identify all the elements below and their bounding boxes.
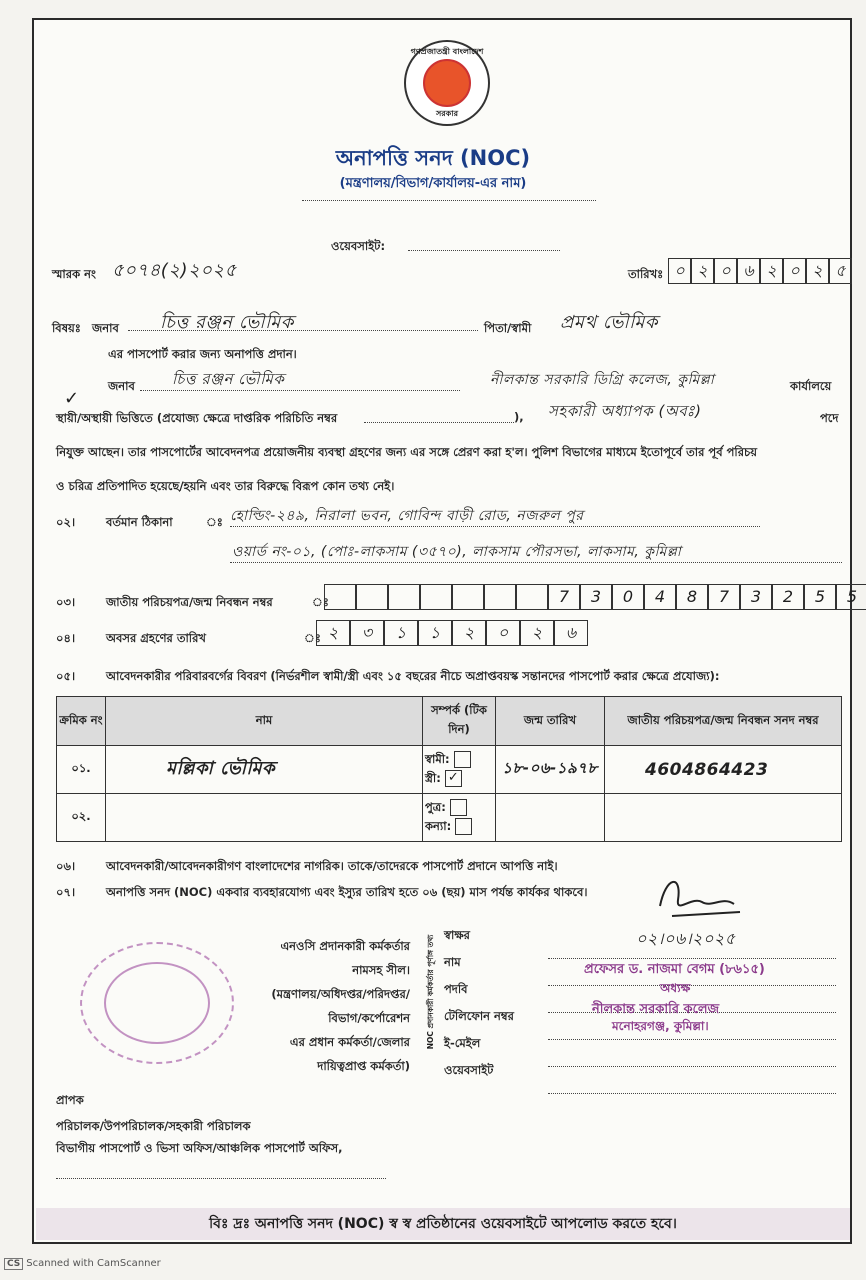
address-colon: ঃ (206, 515, 223, 529)
address-label: বর্তমান ঠিকানা (106, 515, 173, 529)
scanner-text: Scanned with CamScanner (26, 1258, 161, 1269)
document-subtitle: (মন্ত্রণালয়/বিভাগ/কার্যালয়-এর নাম) (339, 176, 527, 191)
table-row (57, 746, 842, 794)
checkmark-icon: ✓ (64, 388, 80, 409)
office-name: নীলকান্ত সরকারি ডিগ্রি কলেজ, কুমিল্লা (490, 372, 715, 388)
address-line-2-rule (230, 562, 842, 563)
wife-checkbox[interactable]: ✓ (445, 770, 462, 787)
table-header-row (57, 697, 842, 746)
family-label: আবেদনকারীর পরিবারবর্গের বিবরণ (নির্ভরশীল স্বামী/স্ত্রী এবং ১৫ বছরের নীচে অপ্রাপ্তবয়স্ক সন্তানদের পাসপোর্ট করার ক্ষেত্রে প্রযোজ্য): (106, 669, 720, 683)
officer-signature (652, 866, 742, 926)
table-row (57, 794, 842, 842)
row-nid (605, 794, 842, 842)
field-signature-label: স্বাক্ষর (444, 928, 470, 942)
nid-digit-box (324, 584, 356, 610)
row-nid: 4604864423 (605, 746, 842, 794)
col-name: নাম (106, 697, 423, 746)
col-serial: ক্রমিক নং (57, 697, 106, 746)
retirement-date-boxes (316, 620, 588, 646)
subject-name: চিত্ত রঞ্জন ভৌমিক (160, 312, 294, 333)
son-checkbox[interactable] (450, 799, 467, 816)
row-dob: ১৮-০৬-১৯৭৮ (496, 746, 605, 794)
seal-bottom-text: সরকার (435, 109, 458, 118)
post-suffix: পদে (820, 411, 839, 425)
date-digit-box: ২ (691, 258, 714, 284)
stamp-institution: নীলকান্ত সরকারি কলেজ (592, 1002, 720, 1017)
father-name: প্রমথ ভৌমিক (560, 312, 658, 333)
scanner-watermark (4, 1258, 161, 1270)
note-06-number: ০৬। (56, 859, 76, 873)
col-dob: জন্ম তারিখ (496, 697, 605, 746)
retirement-digit-box: ১ (418, 620, 452, 646)
nid-digit-box (388, 584, 420, 610)
receiver-line-2: বিভাগীয় পাসপোর্ট ও ভিসা অফিস/আঞ্চলিক পাসপোর্ট অফিস, (56, 1141, 343, 1155)
note-07-text: অনাপত্তি সনদ (NOC) একবার ব্যবহারযোগ্য এবং ইস্যুর তারিখ হতে ০৬ (ছয়) মাস পর্যন্ত কার্যকর থাকবে। (106, 885, 588, 899)
retirement-digit-box: ২ (520, 620, 554, 646)
col-nid: জাতীয় পরিচয়পত্র/জন্ম নিবন্ধন সনদ নম্বর (605, 697, 842, 746)
item-03-number: ০৩। (56, 595, 76, 609)
stamp-place: মনোহরগঞ্জ, কুমিল্লা। (612, 1019, 709, 1033)
seal-emblem (423, 59, 471, 107)
row-name: মল্লিকা ভৌমিক (106, 746, 423, 794)
retirement-digit-box: ২ (316, 620, 350, 646)
retirement-digit-box: ২ (452, 620, 486, 646)
website-label: ওয়েবসাইট: (331, 239, 386, 253)
item-04-number: ০৪। (56, 631, 76, 645)
note-07-number: ০৭। (56, 885, 76, 899)
body-name: চিত্ত রঞ্জন ভৌমিক (172, 370, 285, 388)
receiver-line-1: পরিচালক/উপপরিচালক/সহকারী পরিচালক (56, 1119, 251, 1133)
officer-left-line-5: এর প্রধান কর্মকর্তা/জেলার (289, 1035, 410, 1049)
nid-digit-box (356, 584, 388, 610)
officer-vertical-label (419, 920, 435, 1070)
nid-digit-box: 5 (804, 584, 836, 610)
website-line (408, 238, 560, 251)
date-label: তারিখঃ (628, 267, 664, 281)
vertical-text: NOC প্রদানকারী কর্মকর্তার পূর্ণাঙ্গ তথ্য (426, 934, 435, 1050)
subject-label: বিষয়ঃ (52, 321, 81, 335)
row-relation (423, 746, 496, 794)
family-table (56, 696, 842, 842)
husband-checkbox[interactable] (454, 751, 471, 768)
field-phone-label: টেলিফোন নম্বর (444, 1009, 514, 1023)
office-seal-stamp (80, 942, 234, 1064)
nid-digit-box: 7 (548, 584, 580, 610)
officer-left-line-6: দায়িত্বপ্রাপ্ত কর্মকর্তা) (317, 1059, 410, 1073)
post-name: সহকারী অধ্যাপক (অবঃ) (548, 402, 702, 420)
receiver-label: প্রাপক (56, 1093, 84, 1107)
para-1: নিযুক্ত আছেন। তার পাসপোর্টের আবেদনপত্র প্রয়োজনীয় ব্যবস্থা গ্রহণের জন্য এর সঙ্গে প্রেরণ করা হ'ল। পুলিশ বিভাগের মাধ্যমে ইতোপূর্বে তার পূর্ব পরিচয় (56, 445, 758, 459)
nid-label: জাতীয় পরিচয়পত্র/জন্ম নিবন্ধন নম্বর (106, 595, 273, 609)
nid-digit-box: 2 (772, 584, 804, 610)
retirement-digit-box: ১ (384, 620, 418, 646)
nid-digit-box: 3 (580, 584, 612, 610)
retirement-digit-box: ০ (486, 620, 520, 646)
value-line-email (548, 1040, 836, 1067)
daughter-checkbox[interactable] (455, 818, 472, 835)
value-line-website (548, 1067, 836, 1094)
row-serial: ০২. (57, 794, 106, 842)
relation-son-label: পুত্র: (425, 799, 446, 814)
nid-digit-box (516, 584, 548, 610)
subject-janab: জনাব (92, 321, 119, 335)
retirement-digit-box: ৬ (554, 620, 588, 646)
receiver-address-line (56, 1178, 386, 1179)
field-name-label: নাম (444, 955, 461, 969)
address-line-2: ওয়ার্ড নং-০১, (পোঃ-লাকসাম (৩৫৭০), লাকসাম পৌরসভা, লাকসাম, কুমিল্লা (232, 544, 682, 560)
row-name (106, 794, 423, 842)
officer-fields (444, 922, 514, 1084)
sign-date: ০২।০৬।২০২৫ (636, 929, 736, 948)
footer-note-bar (36, 1208, 850, 1240)
perm-number-line (364, 422, 514, 423)
item-02-number: ০২। (56, 515, 76, 529)
perm-close: ), (514, 410, 524, 424)
nid-digit-box: 0 (612, 584, 644, 610)
nid-digit-box: 5 (836, 584, 866, 610)
para-2: ও চরিত্র প্রতিপাদিত হয়েছে/হয়নি এবং তার বিরুদ্ধে বিরূপ কোন তথ্য নেই। (56, 479, 395, 493)
cs-logo-icon: CS (4, 1258, 23, 1270)
item-05-number: ০৫। (56, 669, 76, 683)
date-digit-box: ০ (783, 258, 806, 284)
ministry-name-line (302, 200, 596, 201)
nid-colon: ঃ (312, 595, 329, 609)
relation-wife-label: স্ত্রী: (425, 770, 441, 785)
officer-left-line-2: নামসহ সীল। (352, 963, 410, 977)
father-label: পিতা/স্বামী (484, 321, 532, 335)
field-website-label: ওয়েবসাইট (444, 1063, 494, 1077)
address-line-1-rule (230, 526, 760, 527)
relation-husband-label: স্বামী: (425, 751, 450, 766)
retirement-colon: ঃ (304, 631, 321, 645)
officer-left-line-4: বিভাগ/কর্পোরেশন (328, 1011, 410, 1025)
govt-seal (404, 40, 490, 126)
issue-date-boxes (668, 258, 852, 284)
nid-digit-box: 7 (708, 584, 740, 610)
officer-left-line-3: (মন্ত্রণালয়/অধিদপ্তর/পরিদপ্তর/ (271, 987, 410, 1001)
row-serial: ০১. (57, 746, 106, 794)
address-line-1: হোল্ডিং-২৪৯, নিরালা ভবন, গোবিন্দ বাড়ী রোড, নজরুল পুর (230, 508, 584, 524)
nid-digit-box: 4 (644, 584, 676, 610)
date-digit-box: ০ (714, 258, 737, 284)
seal-top-text: গণপ্রজাতন্ত্রী বাংলাদেশ (410, 47, 484, 56)
subject-line2: এর পাসপোর্ট করার জন্য অনাপত্তি প্রদান। (108, 347, 297, 361)
ref-value: ৫০৭৪(২)২০২৫ (112, 260, 237, 281)
row-relation (423, 794, 496, 842)
retirement-digit-box: ৩ (350, 620, 384, 646)
document-title: অনাপত্তি সনদ (NOC) (335, 146, 531, 170)
footer-note: বিঃ দ্রঃ অনাপত্তি সনদ (NOC) স্ব স্ব প্রতিষ্ঠানের ওয়েবসাইটে আপলোড করতে হবে। (209, 1216, 677, 1232)
ref-label: স্মারক নং (52, 267, 96, 281)
date-digit-box: ৫ (829, 258, 852, 284)
nid-digit-box: 3 (740, 584, 772, 610)
date-digit-box: ২ (806, 258, 829, 284)
field-email-label: ই-মেইল (444, 1036, 481, 1050)
nid-digit-box (452, 584, 484, 610)
officer-left-block (232, 934, 410, 1078)
note-06-text: আবেদনকারী/আবেদনকারীগণ বাংলাদেশের নাগরিক। তাকে/তাদেরকে পাসপোর্ট প্রদানে আপত্তি নাই। (106, 859, 558, 873)
retirement-label: অবসর গ্রহণের তারিখ (106, 631, 206, 645)
col-relation: সম্পর্ক (টিক দিন) (423, 697, 496, 746)
date-digit-box: ০ (668, 258, 691, 284)
date-digit-box: ৬ (737, 258, 760, 284)
officer-left-line-1: এনওসি প্রদানকারী কর্মকর্তার (280, 939, 410, 953)
nid-digit-box (484, 584, 516, 610)
perm-text: স্থায়ী/অস্থায়ী ভিত্তিতে (প্রযোজ্য ক্ষেত্রে দাপ্তরিক পরিচিতি নম্বর (56, 411, 338, 425)
field-designation-label: পদবি (444, 982, 468, 996)
date-digit-box: ২ (760, 258, 783, 284)
row-dob (496, 794, 605, 842)
relation-daughter-label: কন্যা: (425, 818, 452, 833)
stamp-officer-title: অধ্যক্ষ (660, 981, 691, 995)
nid-boxes (324, 584, 866, 610)
nid-digit-box: 8 (676, 584, 708, 610)
office-suffix: কার্যালয়ে (790, 379, 832, 393)
nid-digit-box (420, 584, 452, 610)
stamp-officer-name: প্রফেসর ড. নাজমা বেগম (৮৬১৫) (584, 962, 765, 977)
body-janab: জনাব (108, 379, 135, 393)
